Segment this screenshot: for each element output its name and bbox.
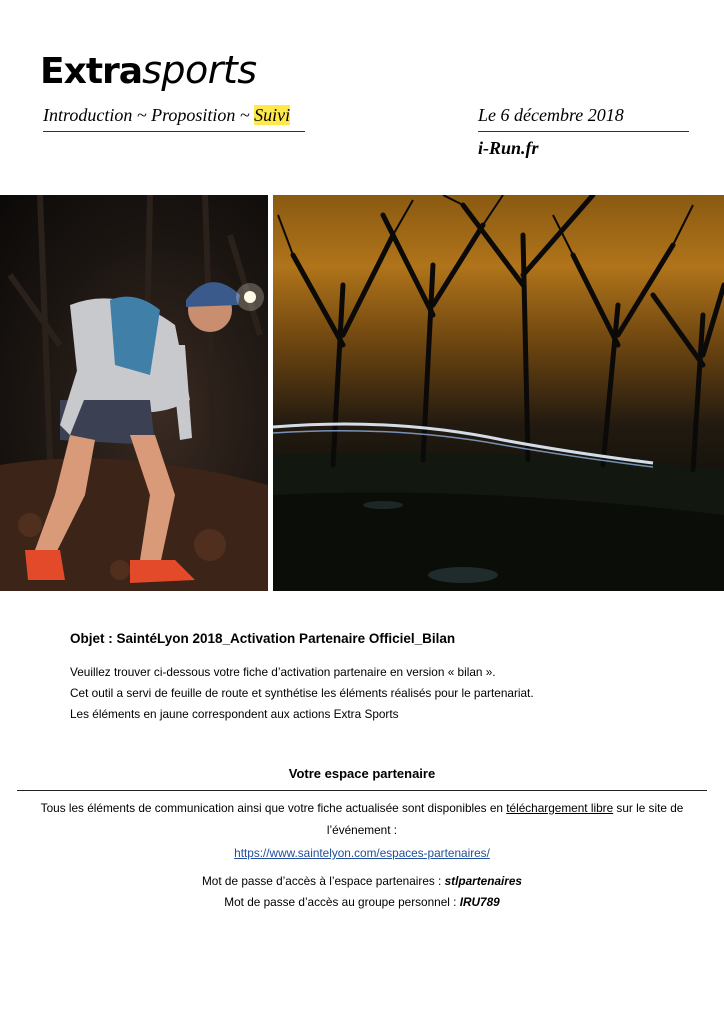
intro-line: Les éléments en jaune correspondent aux actions Extra Sports	[70, 707, 399, 721]
nav-suivi-highlighted: Suivi	[254, 105, 291, 125]
extrasports-logo	[40, 46, 257, 96]
partner-space-title: Votre espace partenaire	[288, 766, 436, 781]
section-breadcrumb	[43, 104, 305, 132]
date-block	[478, 104, 689, 159]
password-value: IRU789	[459, 895, 500, 909]
intro-paragraph	[70, 662, 670, 725]
partner-space-link[interactable]: https://www.saintelyon.com/espaces-partenaires/	[234, 846, 490, 860]
intro-line: Veuillez trouver ci-dessous votre fiche d’activation partenaire en version « bilan ».	[70, 665, 496, 679]
nav-separator: ~	[132, 105, 152, 125]
logo-light-text: sports	[142, 48, 257, 92]
password-row-group	[0, 895, 724, 909]
photo-night-forest	[273, 195, 724, 591]
text-before: Tous les éléments de communication ainsi que votre fiche actualisée sont disponibles en	[40, 801, 507, 815]
nav-proposition: Proposition	[151, 105, 236, 125]
download-phrase: téléchargement libre	[506, 801, 614, 815]
password-label: Mot de passe d’accès à l’espace partenaires :	[201, 874, 445, 888]
nav-separator: ~	[235, 105, 255, 125]
client-name: i-Run.fr	[478, 138, 539, 158]
nav-introduction: Introduction	[43, 105, 133, 125]
photo-runner	[0, 195, 268, 591]
divider	[17, 790, 707, 791]
partner-space-text	[20, 797, 704, 841]
logo-bold-text: Extra	[40, 51, 143, 92]
partner-link-row	[0, 846, 724, 860]
password-value: stlpartenaires	[444, 874, 522, 888]
intro-line: Cet outil a servi de feuille de route et synthétise les éléments réalisés pour le partenariat.	[70, 686, 534, 700]
text-after: sur le site de l’événement :	[326, 801, 684, 837]
password-label: Mot de passe d’accès au groupe personnel :	[224, 895, 460, 909]
subject-line: Objet : SaintéLyon 2018_Activation Partenaire Officiel_Bilan	[70, 631, 456, 646]
password-row-partners	[0, 874, 724, 888]
document-date: Le 6 décembre 2018	[478, 104, 689, 132]
